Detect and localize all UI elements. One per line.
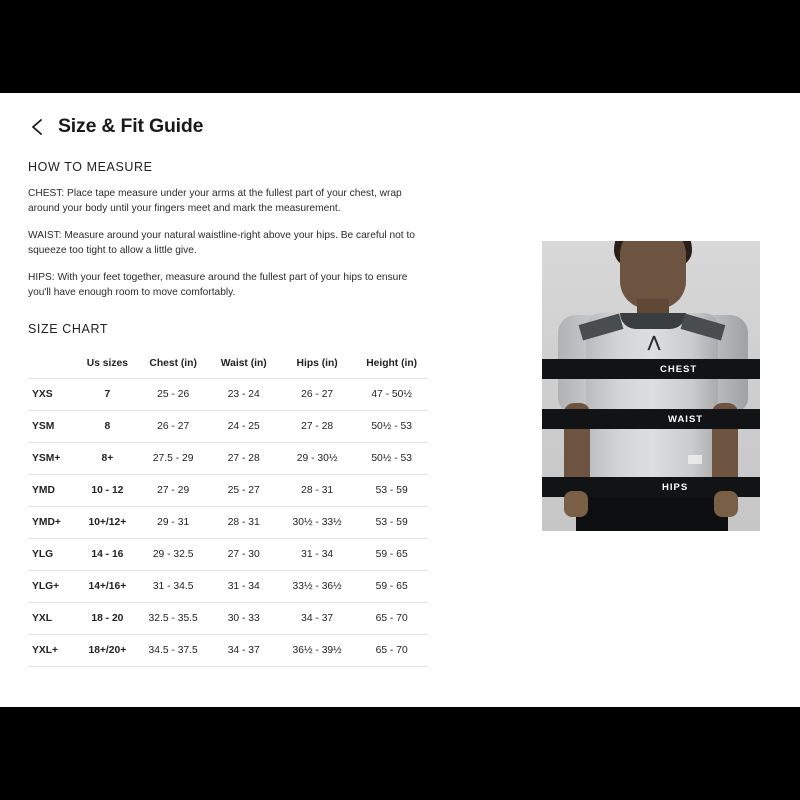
- row-waist: 30 - 33: [209, 603, 279, 635]
- left-column: [0, 138, 470, 667]
- table-header-row: [28, 348, 428, 379]
- shirt-collar: [620, 313, 686, 329]
- row-size-label: YMD+: [28, 507, 77, 539]
- row-height: 59 - 65: [355, 539, 428, 571]
- model-hand-left: [564, 491, 588, 517]
- measure-paragraph-waist: WAIST: Measure around your natural waistline-right above your hips. Be careful not to squeeze too tight to allow a little give.: [28, 230, 415, 256]
- row-us-size: 10 - 12: [77, 475, 138, 507]
- row-height: 53 - 59: [355, 507, 428, 539]
- row-size-label: YLG+: [28, 571, 77, 603]
- column-header-hips: Hips (in): [279, 348, 355, 379]
- row-chest: 34.5 - 37.5: [138, 635, 209, 667]
- table-row: [28, 443, 428, 475]
- row-height: 50½ - 53: [355, 411, 428, 443]
- row-waist: 27 - 28: [209, 443, 279, 475]
- page-content: [0, 138, 800, 667]
- table-row: [28, 539, 428, 571]
- row-size-label: YLG: [28, 539, 77, 571]
- row-height: 65 - 70: [355, 603, 428, 635]
- row-height: 65 - 70: [355, 635, 428, 667]
- brand-logo-icon: ⋀: [647, 334, 661, 351]
- row-us-size: 14 - 16: [77, 539, 138, 571]
- row-height: 50½ - 53: [355, 443, 428, 475]
- waist-band-label: WAIST: [668, 413, 704, 425]
- row-height: 53 - 59: [355, 475, 428, 507]
- table-row: [28, 379, 428, 411]
- row-size-label: YSM: [28, 411, 77, 443]
- size-chart-table: [28, 348, 428, 667]
- row-hips: 34 - 37: [279, 603, 355, 635]
- row-chest: 26 - 27: [138, 411, 209, 443]
- page-title: Size & Fit Guide: [58, 115, 204, 137]
- table-row: [28, 603, 428, 635]
- row-hips: 28 - 31: [279, 475, 355, 507]
- row-chest: 29 - 32.5: [138, 539, 209, 571]
- row-hips: 30½ - 33½: [279, 507, 355, 539]
- row-size-label: YSM+: [28, 443, 77, 475]
- right-column: [470, 138, 800, 667]
- table-row: [28, 571, 428, 603]
- row-chest: 32.5 - 35.5: [138, 603, 209, 635]
- size-chart-body: [28, 379, 428, 667]
- row-waist: 23 - 24: [209, 379, 279, 411]
- row-size-label: YXL: [28, 603, 77, 635]
- model-shorts: [576, 491, 728, 531]
- row-waist: 31 - 34: [209, 571, 279, 603]
- measurement-diagram-photo: [542, 241, 760, 531]
- row-waist: 25 - 27: [209, 475, 279, 507]
- waist-measure-band: [542, 409, 760, 429]
- row-hips: 31 - 34: [279, 539, 355, 571]
- row-hips: 36½ - 39½: [279, 635, 355, 667]
- row-us-size: 7: [77, 379, 138, 411]
- table-row: [28, 507, 428, 539]
- table-row: [28, 635, 428, 667]
- row-us-size: 14+/16+: [77, 571, 138, 603]
- size-chart-heading: SIZE CHART: [28, 322, 109, 336]
- page-header: [0, 93, 800, 138]
- column-header-chest: Chest (in): [138, 348, 209, 379]
- chest-measure-band: [542, 359, 760, 379]
- row-chest: 27 - 29: [138, 475, 209, 507]
- row-hips: 33½ - 36½: [279, 571, 355, 603]
- row-waist: 34 - 37: [209, 635, 279, 667]
- chest-band-label: CHEST: [660, 363, 698, 375]
- back-chevron-left-icon[interactable]: [26, 116, 48, 138]
- row-hips: 27 - 28: [279, 411, 355, 443]
- column-header-height: Height (in): [355, 348, 428, 379]
- size-chart-header: [28, 348, 428, 379]
- shirt-tag: [688, 455, 702, 464]
- row-size-label: YMD: [28, 475, 77, 507]
- row-size-label: YXL+: [28, 635, 77, 667]
- row-chest: 31 - 34.5: [138, 571, 209, 603]
- size-fit-guide-page: [0, 93, 800, 707]
- row-hips: 29 - 30½: [279, 443, 355, 475]
- table-row: [28, 475, 428, 507]
- row-height: 47 - 50½: [355, 379, 428, 411]
- row-chest: 29 - 31: [138, 507, 209, 539]
- column-header-waist: Waist (in): [209, 348, 279, 379]
- measure-paragraph-hips: HIPS: With your feet together, measure around the fullest part of your hips to ensure you'll have enough room to move comfortably.: [28, 272, 408, 298]
- model-hand-right: [714, 491, 738, 517]
- hips-band-label: HIPS: [662, 481, 689, 493]
- row-waist: 27 - 30: [209, 539, 279, 571]
- row-us-size: 10+/12+: [77, 507, 138, 539]
- row-us-size: 18+/20+: [77, 635, 138, 667]
- row-waist: 28 - 31: [209, 507, 279, 539]
- row-waist: 24 - 25: [209, 411, 279, 443]
- table-row: [28, 411, 428, 443]
- row-chest: 25 - 26: [138, 379, 209, 411]
- row-chest: 27.5 - 29: [138, 443, 209, 475]
- row-us-size: 8+: [77, 443, 138, 475]
- row-height: 59 - 65: [355, 571, 428, 603]
- row-size-label: YXS: [28, 379, 77, 411]
- row-us-size: 18 - 20: [77, 603, 138, 635]
- row-hips: 26 - 27: [279, 379, 355, 411]
- row-us-size: 8: [77, 411, 138, 443]
- column-header-blank: [28, 348, 77, 379]
- column-header-us-sizes: Us sizes: [77, 348, 138, 379]
- how-to-measure-heading: HOW TO MEASURE: [28, 160, 153, 174]
- measure-paragraph-chest: CHEST: Place tape measure under your arms at the fullest part of your chest, wrap around your body until your fingers meet and mark the measurement.: [28, 188, 402, 214]
